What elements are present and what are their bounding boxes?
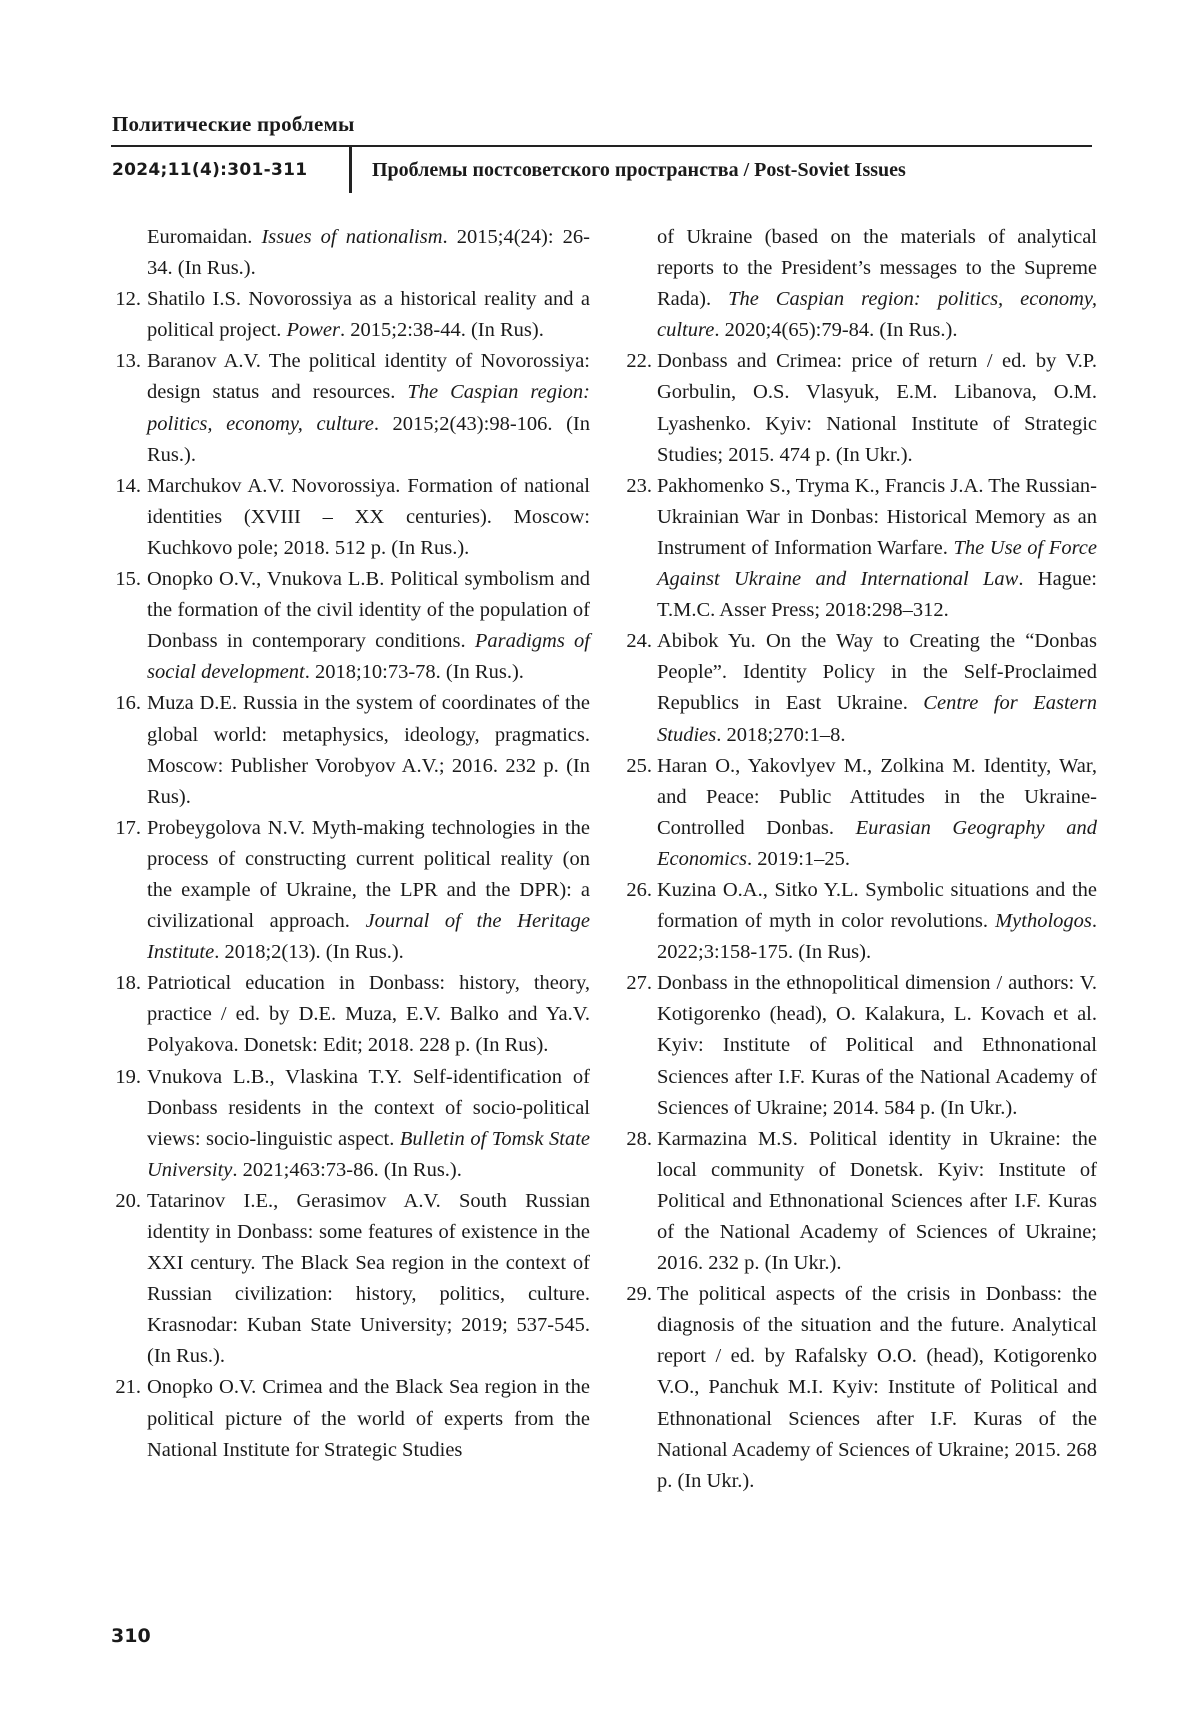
reference-source: Eurasian Geography and Economics <box>657 816 1097 870</box>
reference-text: Euromaidan. <box>147 226 262 248</box>
reference-item <box>612 626 1097 750</box>
reference-item <box>105 1062 590 1186</box>
reference-item <box>612 875 1097 968</box>
reference-number: 28. <box>626 1127 652 1150</box>
reference-item <box>105 1372 590 1465</box>
citation: 2024;11(4):301-311 <box>112 160 308 180</box>
reference-number: 17. <box>115 816 141 839</box>
reference-source: Mythologos <box>995 910 1092 933</box>
section-title: Политические проблемы <box>112 112 355 136</box>
reference-details: . 2020;4(65):79-84. (In Rus.). <box>714 319 958 342</box>
reference-item <box>105 968 590 1061</box>
reference-item <box>612 471 1097 626</box>
reference-number: 12. <box>115 288 141 311</box>
references-right-column <box>612 222 1097 1497</box>
reference-text: Donbass in the ethnopolitical dimension / authors: V. Kotigorenko (head), O. Kalakura, L. Kovach et al. Kyiv: Institute of Political and Ethnonational Sciences after I.F. Kuras of the National Academy of Sciences of Ukraine; 2014. 584 p. (In Ukr.). <box>657 972 1097 1119</box>
reference-source: Paradigms of social development <box>147 630 590 684</box>
reference-text: Patriotical education in Donbass: history, theory, practice / ed. by D.E. Muza, E.V. Balko and Ya.V. Polyakova. Donetsk: Edit; 2018. 228 p. (In Rus). <box>147 972 590 1057</box>
reference-item <box>105 1186 590 1373</box>
reference-number: 21. <box>115 1376 141 1399</box>
reference-number: 29. <box>626 1283 652 1306</box>
reference-text: Marchukov A.V. Novorossiya. Formation of national identities (XVIII – XX centuries). Moscow: Kuchkovo pole; 2018. 512 p. (In Rus.). <box>147 474 590 559</box>
reference-text: Donbass and Crimea: price of return / ed. by V.P. Gorbulin, O.S. Vlasyuk, E.M. Libanova, O.M. Lyashenko. Kyiv: National Institute of Strategic Studies; 2015. 474 p. (In Ukr.). <box>657 350 1097 466</box>
reference-item <box>105 813 590 968</box>
reference-text: Karmazina M.S. Political identity in Ukraine: the local community of Donetsk. Kyiv: Institute of Political and Ethnonational Sciences after I.F. Kuras of the National Academy of Sciences of Ukraine; 2016. 232 p. (In Ukr.). <box>657 1127 1097 1275</box>
reference-item <box>612 1279 1097 1497</box>
reference-source: Bulletin of Tomsk State University <box>147 1127 590 1181</box>
page-number: 310 <box>111 1625 151 1647</box>
header-row <box>112 147 1092 193</box>
reference-text: The political aspects of the crisis in Donbass: the diagnosis of the situation and the future. Analytical report / ed. by Rafalsky O.O. (head), Kotigorenko V.O., Panchuk M.I. Kyiv: Institute of Political and Ethnonational Sciences after I.F. Kuras of the National Academy of Sciences of Ukraine; 2015. 268 p. (In Ukr.). <box>657 1283 1097 1492</box>
reference-details: . 2018;2(13). (In Rus.). <box>214 941 404 964</box>
reference-details: . 2022;3:158-175. (In Rus). <box>657 910 1097 964</box>
reference-item <box>612 968 1097 1123</box>
reference-text: Tatarinov I.E., Gerasimov A.V. South Russian identity in Donbass: some features of existence in the XXI century. The Black Sea region in the context of Russian civilization: history, politics, culture. Krasnodar: Kuban State University; 2019; 537-545. (In Rus.). <box>147 1189 590 1368</box>
reference-item <box>105 222 590 284</box>
reference-source: Issues of nationalism <box>261 226 443 248</box>
reference-number: 26. <box>626 878 652 901</box>
reference-item <box>105 346 590 470</box>
reference-number: 13. <box>115 350 141 373</box>
reference-item <box>105 564 590 688</box>
reference-text: Onopko O.V. Crimea and the Black Sea region in the political picture of the world of experts from the National Institute for Strategic Studies <box>147 1376 590 1461</box>
reference-source: Centre for Eastern Studies <box>657 692 1097 746</box>
reference-details: . 2015;4(24): 26-34. (In Rus.). <box>147 226 590 280</box>
reference-source: The Caspian region: politics, economy, culture <box>147 381 590 435</box>
reference-text: Baranov A.V. The political identity of Novorossiya: design status and resources. <box>147 350 590 404</box>
reference-number: 25. <box>626 754 652 777</box>
reference-number: 18. <box>115 972 141 995</box>
reference-text: of Ukraine (based on the materials of analytical reports to the President’s messages to the Supreme Rada). <box>657 226 1097 311</box>
references-left-column <box>105 222 590 1466</box>
reference-text: Vnukova L.B., Vlaskina T.Y. Self-identification of Donbass residents in the context of socio-political views: socio-linguistic aspect. <box>147 1065 590 1150</box>
reference-number: 16. <box>115 692 141 715</box>
reference-text: Haran O., Yakovlyev M., Zolkina M. Identity, War, and Peace: Public Attitudes in the Ukraine-Controlled Donbas. <box>657 754 1097 839</box>
reference-source: The Use of Force Against Ukraine and International Law <box>657 536 1097 591</box>
reference-details: . 2019:1–25. <box>746 847 851 870</box>
reference-source: Power <box>286 319 340 342</box>
reference-item <box>612 346 1097 470</box>
reference-text: Onopko O.V., Vnukova L.B. Political symbolism and the formation of the civil identity of the population of Donbass in contemporary conditions. <box>147 568 590 653</box>
reference-number: 15. <box>115 568 141 591</box>
reference-number: 24. <box>626 630 652 653</box>
reference-item <box>612 222 1097 346</box>
reference-details: . 2015;2:38-44. (In Rus). <box>340 319 544 342</box>
reference-item <box>612 751 1097 875</box>
journal-title: Проблемы постсоветского пространства / Post-Soviet Issues <box>372 159 906 181</box>
reference-details: . 2015;2(43):98-106. (In Rus.). <box>147 412 591 466</box>
reference-number: 23. <box>626 474 652 497</box>
reference-text: Shatilo I.S. Novorossiya as a historical reality and a political project. <box>147 288 590 342</box>
reference-item <box>105 471 590 564</box>
reference-item <box>105 688 590 812</box>
reference-number: 27. <box>626 972 652 995</box>
reference-source: Journal of the Heritage Institute <box>147 910 591 964</box>
reference-text: Kuzina O.A., Sitko Y.L. Symbolic situations and the formation of myth in color revolutions. <box>657 878 1097 933</box>
reference-number: 14. <box>115 474 141 497</box>
reference-text: Abibok Yu. On the Way to Creating the “Donbas People”. Identity Policy in the Self-Proclaimed Republics in East Ukraine. <box>657 630 1097 715</box>
reference-item <box>105 284 590 346</box>
reference-source: The Caspian region: politics, economy, culture <box>657 288 1098 342</box>
reference-text: Muza D.E. Russia in the system of coordinates of the global world: metaphysics, ideology, pragmatics. Moscow: Publisher Vorobyov A.V.; 2016. 232 p. (In Rus). <box>147 692 590 808</box>
reference-details: . 2018;10:73-78. (In Rus.). <box>304 661 524 684</box>
reference-text: Probeygolova N.V. Myth-making technologies in the process of constructing current political reality (on the example of Ukraine, the LPR and the DPR): a civilizational approach. <box>147 816 590 933</box>
reference-text: Pakhomenko S., Tryma K., Francis J.A. The Russian-Ukrainian War in Donbas: Historical Memory as an Instrument of Information Warfare. <box>657 474 1097 559</box>
header-divider <box>349 147 352 193</box>
reference-number: 22. <box>626 350 652 373</box>
reference-number: 19. <box>115 1065 141 1088</box>
reference-details: . Hague: T.M.C. Asser Press; 2018:298–312. <box>657 568 1098 622</box>
reference-number: 20. <box>115 1189 141 1212</box>
reference-details: . 2021;463:73-86. (In Rus.). <box>232 1158 462 1181</box>
reference-item <box>612 1124 1097 1279</box>
reference-details: . 2018;270:1–8. <box>716 723 846 746</box>
